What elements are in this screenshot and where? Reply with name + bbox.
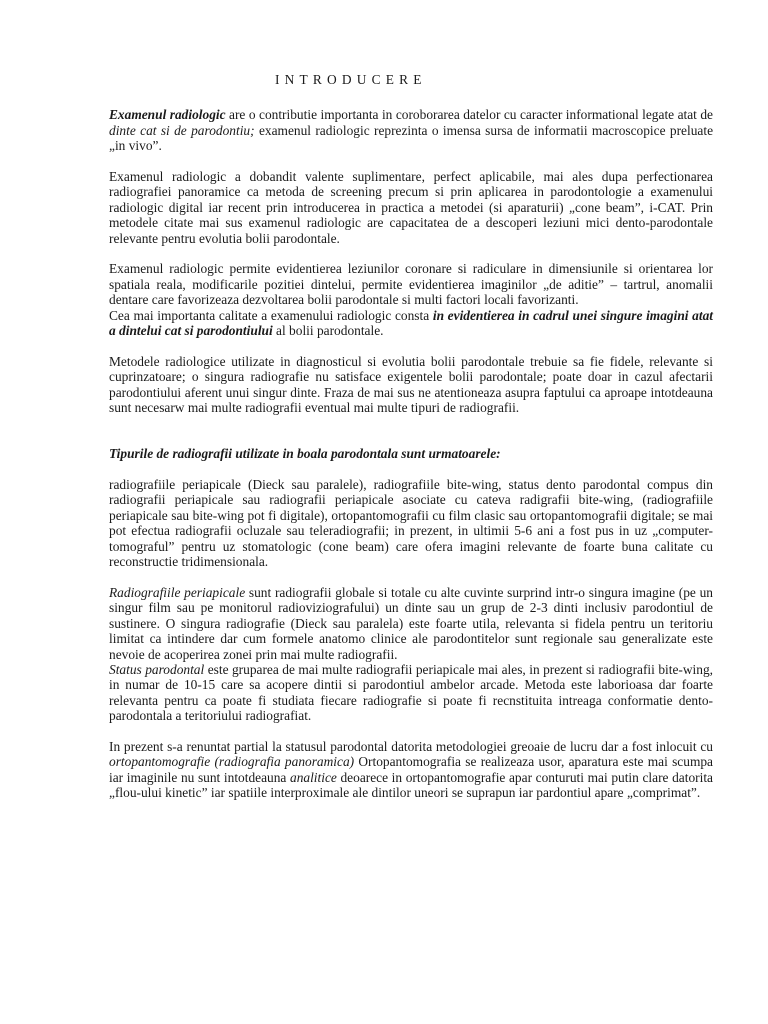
paragraph-intro xyxy=(109,107,713,153)
spacer xyxy=(109,431,713,446)
paragraph-tipuri: radiografiile periapicale (Dieck sau paralele), radiografiile bite-wing, status dento parodontal compus din radiografii periapicale sau radiografii periapicale asociate cu cateva radigrafii bite-wing, (radiografiile periapicale sau bite-wing pot fi digitale), ortopantomografii cu film clasic sau ortopantomografii digitale; se mai pot efectua radiografii ocluzale sau teleradiografii; in prezent, in ultimii 5-6 ani a fost pus in uz „computer-tomograful” pentru uz stomatologic (cone beam) care ofera imagini relevante de foarte buna calitate cu reconstructie tridimensionala. xyxy=(109,477,713,570)
italic-term: ortopantomografie (radiografia panoramica) xyxy=(109,754,355,770)
document-page xyxy=(109,72,713,801)
paragraph-metode: Metodele radiologice utilizate in diagnosticul si evolutia bolii parodontale trebuie sa fie fidele, relevante si cuprinzatoare; o singura radiografie nu satisface exigentele bolii parodontale; poate doar in cazul afectarii parodontiului aferent unui singur dinte. Fraza de mai sus ne atentioneaza asupra faptului ca aproape intotdeauna sunt necesarw mai multe radiografii eventual mai multe tipuri de radiografii. xyxy=(109,353,713,416)
text-run: Ortopantomografia se realizeaza usor, aparatura este mai scumpa iar imaginile nu sunt intotdeauna xyxy=(109,754,714,785)
text-run: examenul radiologic reprezinta o imensa sursa de informatii macroscopice preluate „in vivo”. xyxy=(109,122,714,154)
text-run: este gruparea de mai multe radiografii periapicale mai ales, in prezent si radiografii bite-wing, in numar de 10-15 care sa acopere dintii si parodontiul ambelor arcade. Metoda este laborioasa dar foarte relevanta pentru ca poate fi studiata fiecare radiografie si poate fi recnstituita intreaga conformatie dento-parodontala a teritoriului radiografiat. xyxy=(109,661,713,724)
paragraph-ortopantomografie xyxy=(109,739,713,801)
section-heading: Tipurile de radiografii utilizate in boala parodontala sunt urmatoarele: xyxy=(109,446,501,462)
paragraph-periapicale xyxy=(109,585,713,662)
italic-term: Radiografiile periapicale xyxy=(109,584,246,600)
page-title: INTRODUCERE xyxy=(275,72,427,87)
paragraph-leziuni: Examenul radiologic permite evidentierea leziunilor coronare si radiculare in dimensiunile si orientarea lor spatiala reala, modificarile pozitiei dintelui, permite evidentierea imaginilor „de aditie” – tartrul, anomalii dentare care favorizeaza dezvoltarea bolii parodontale si multi factori locali favorizanti. xyxy=(109,261,713,308)
paragraph-valente: Examenul radiologic a dobandit valente suplimentare, perfect aplicabile, mai ales dupa perfectionarea radiografiei panoramice ca metoda de screening precum si prin aplicarea in parodontologie a examenului radiologic digital iar recent prin introducerea in practica a metodei (si aparaturii) „cone beam”, i-CAT. Prin metodele citate mai sus examenul radiologic are capacitatea de a descoperi leziuni mici dento-parodontale relevante pentru evolutia bolii parodontale. xyxy=(109,169,713,246)
bold-italic-term: Examenul radiologic xyxy=(109,107,226,123)
text-run: deoarece in ortopantomografie apar conturuti mai putin clare datorita „flou-ului kinetic” iar spatiile interproximale ale dintilor uneori se suprapun iar pardontiul apare „comprimat”. xyxy=(109,769,713,801)
italic-term: dinte cat si de parodontiu; xyxy=(109,122,255,138)
text-run: Cea mai importanta calitate a examenului radiologic consta xyxy=(109,307,433,323)
paragraph-calitate xyxy=(109,308,713,339)
paragraph-status xyxy=(109,662,713,724)
text-run: al bolii parodontale. xyxy=(272,323,384,339)
italic-term: analitice xyxy=(290,769,337,785)
bold-italic-phrase: in evidentierea in cadrul unei singure imagini atat a dintelui cat si parodontiului xyxy=(109,307,713,339)
text-run: are o contributie importanta in coroborarea datelor cu caracter informational legate atat de xyxy=(225,107,713,123)
text-run: In prezent s-a renuntat partial la statusul parodontal datorita metodologiei greoaie de lucru dar a fost inlocuit cu xyxy=(109,738,713,754)
text-run: sunt radiografii globale si totale cu alte cuvinte surprind intr-o singura imagine (pe un singur film sau pe monitorul radioviziografului) un dinte sau un grup de 2-3 dinti inclusiv parodontiul de sustinere. O singura radiografie (Dieck sau paralela) este foarte utila, relevanta si fidela pentru un teritoriu limitat ca intindere dar cum formele anatomo clinice ale parodontitelor sunt regionale sau generalizate este nevoie de acoperirea zonei prin mai multe radiografii. xyxy=(109,584,713,662)
italic-term: Status parodontal xyxy=(109,661,205,677)
